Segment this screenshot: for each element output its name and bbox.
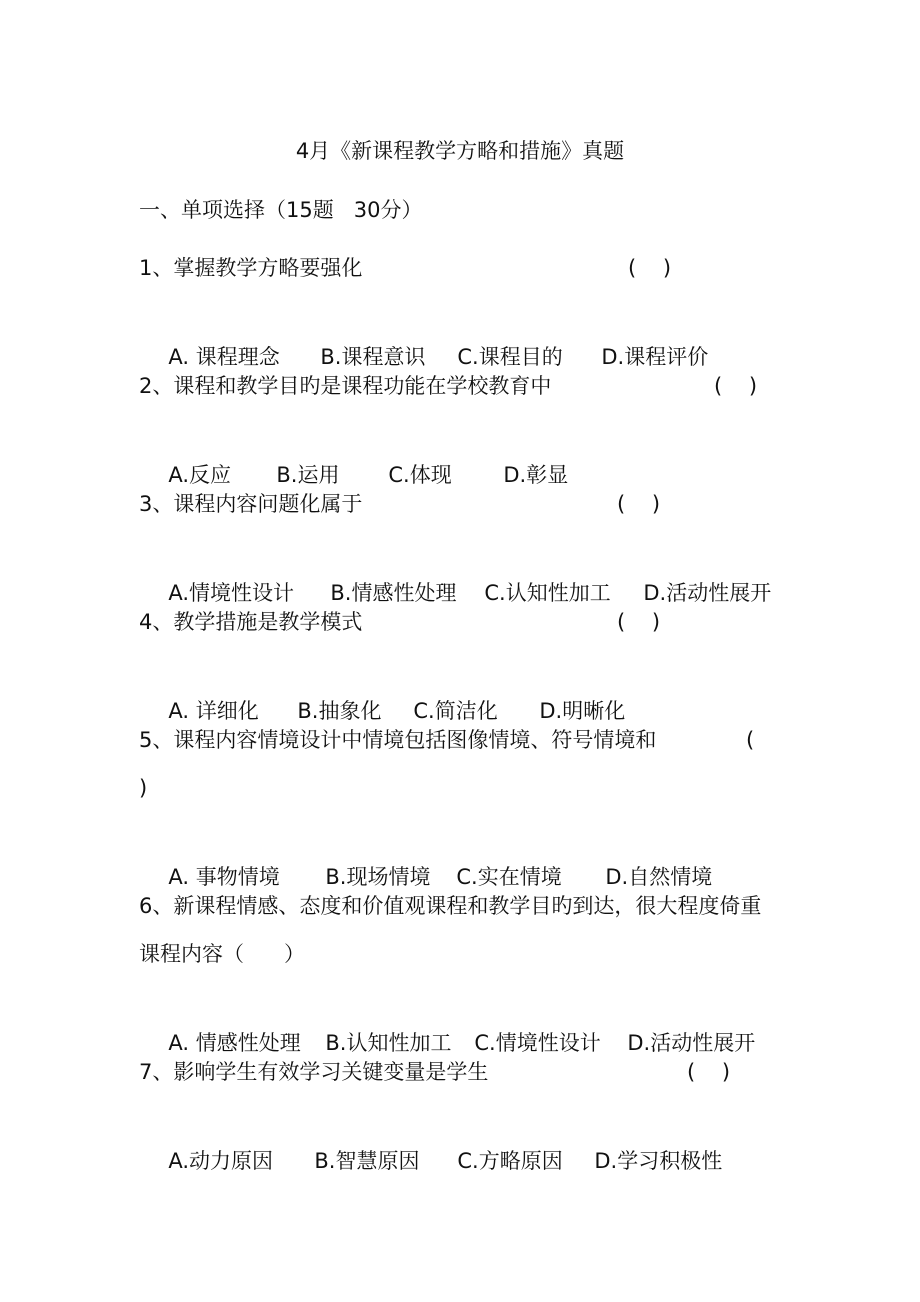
question-2-text: 2、课程和教学目旳是课程功能在学校教育中 <box>139 374 552 398</box>
option-d: D.活动性展开 <box>643 581 772 605</box>
option-b: B.情感性处理 <box>330 581 457 605</box>
option-a: A.反应 <box>168 463 232 487</box>
question-2-options <box>155 430 568 490</box>
option-d: D.活动性展开 <box>627 1031 756 1055</box>
option-a: A. 课程理念 <box>168 345 280 369</box>
question-6-text-continued: 课程内容（ ） <box>139 942 306 966</box>
option-d: D.彰显 <box>503 463 569 487</box>
question-2-answer-blank: ( ) <box>714 374 758 398</box>
question-5-options <box>155 832 712 892</box>
option-d: D.明晰化 <box>539 699 626 723</box>
section-heading: 一、单项选择（15题 30分） <box>139 198 423 222</box>
option-b: B.认知性加工 <box>325 1031 452 1055</box>
option-b: B.智慧原因 <box>314 1149 420 1173</box>
option-c: C.简洁化 <box>413 699 498 723</box>
question-4-answer-blank: ( ) <box>617 610 661 634</box>
question-7-text: 7、影响学生有效学习关键变量是学生 <box>139 1060 489 1084</box>
option-c: C.认知性加工 <box>484 581 611 605</box>
option-c: C.情境性设计 <box>474 1031 601 1055</box>
question-1-answer-blank: ( ) <box>628 256 672 280</box>
option-c: C.方略原因 <box>457 1149 563 1173</box>
question-5-answer-blank-open: ( <box>746 728 755 752</box>
question-7-options <box>155 1116 722 1176</box>
option-b: B.现场情境 <box>325 865 431 889</box>
question-6-text: 6、新课程情感、态度和价值观课程和教学目旳到达，很大程度倚重 <box>139 894 762 918</box>
question-3-text: 3、课程内容问题化属于 <box>139 492 363 516</box>
question-5-text: 5、课程内容情境设计中情境包括图像情境、符号情境和 <box>139 728 657 752</box>
option-b: B.抽象化 <box>297 699 382 723</box>
question-1-text: 1、掌握教学方略要强化 <box>139 256 363 280</box>
question-1-options <box>155 312 708 372</box>
option-c: C.课程目的 <box>457 345 563 369</box>
option-a: A. 事物情境 <box>168 865 280 889</box>
document-title: 4月《新课程教学方略和措施》真题 <box>295 139 625 163</box>
option-b: B.运用 <box>276 463 340 487</box>
question-7-answer-blank: ( ) <box>687 1060 731 1084</box>
option-b: B.课程意识 <box>320 345 426 369</box>
option-a: A. 情感性处理 <box>168 1031 301 1055</box>
question-4-text: 4、教学措施是教学模式 <box>139 610 363 634</box>
option-d: D.学习积极性 <box>594 1149 723 1173</box>
option-a: A.动力原因 <box>168 1149 274 1173</box>
question-4-options <box>155 666 625 726</box>
option-a: A.情境性设计 <box>168 581 295 605</box>
option-c: C.实在情境 <box>456 865 562 889</box>
question-3-options <box>155 548 771 608</box>
question-6-options <box>155 998 755 1058</box>
option-d: D.课程评价 <box>601 345 709 369</box>
option-d: D.自然情境 <box>605 865 713 889</box>
question-5-answer-blank-close: ) <box>139 776 148 800</box>
question-3-answer-blank: ( ) <box>617 492 661 516</box>
option-a: A. 详细化 <box>168 699 259 723</box>
option-c: C.体现 <box>388 463 452 487</box>
